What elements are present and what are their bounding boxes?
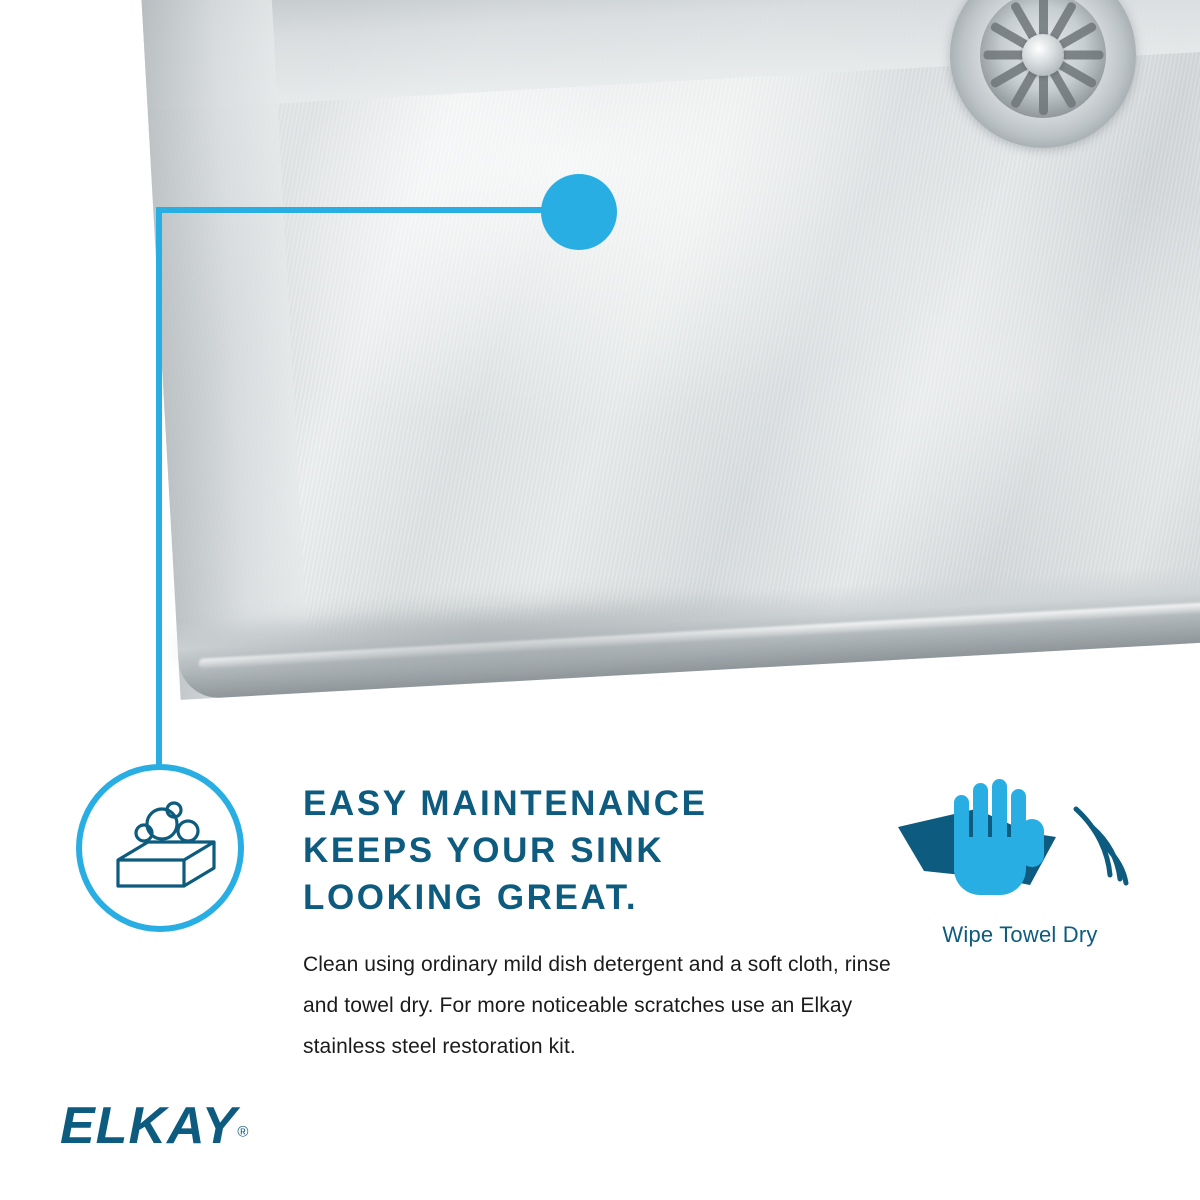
sponge-with-suds-icon: [76, 764, 244, 932]
headline-line-3: LOOKING GREAT.: [303, 878, 639, 917]
logo-wordmark: ELKAY: [60, 1097, 238, 1155]
logo-registered-mark: ®: [237, 1123, 249, 1141]
callout-leader-line-vertical: [156, 207, 162, 777]
wipe-caption: Wipe Towel Dry: [942, 922, 1098, 947]
headline-line-2: KEEPS YOUR SINK: [303, 831, 665, 870]
headline: [303, 780, 943, 921]
elkay-logo: [60, 1098, 320, 1154]
headline-line-1: EASY MAINTENANCE: [303, 784, 708, 823]
drain-hub: [1022, 34, 1064, 76]
sponge-icon-svg: [110, 800, 222, 908]
body-copy: Clean using ordinary mild dish detergent and a soft cloth, rinse and towel dry. For more noticeable scratches use an Elkay stainless steel restoration kit.: [303, 953, 891, 1058]
callout-leader-line-horizontal: [156, 207, 546, 213]
callout-dot-icon: [541, 174, 617, 250]
drain-strainer-plate: [980, 0, 1106, 118]
